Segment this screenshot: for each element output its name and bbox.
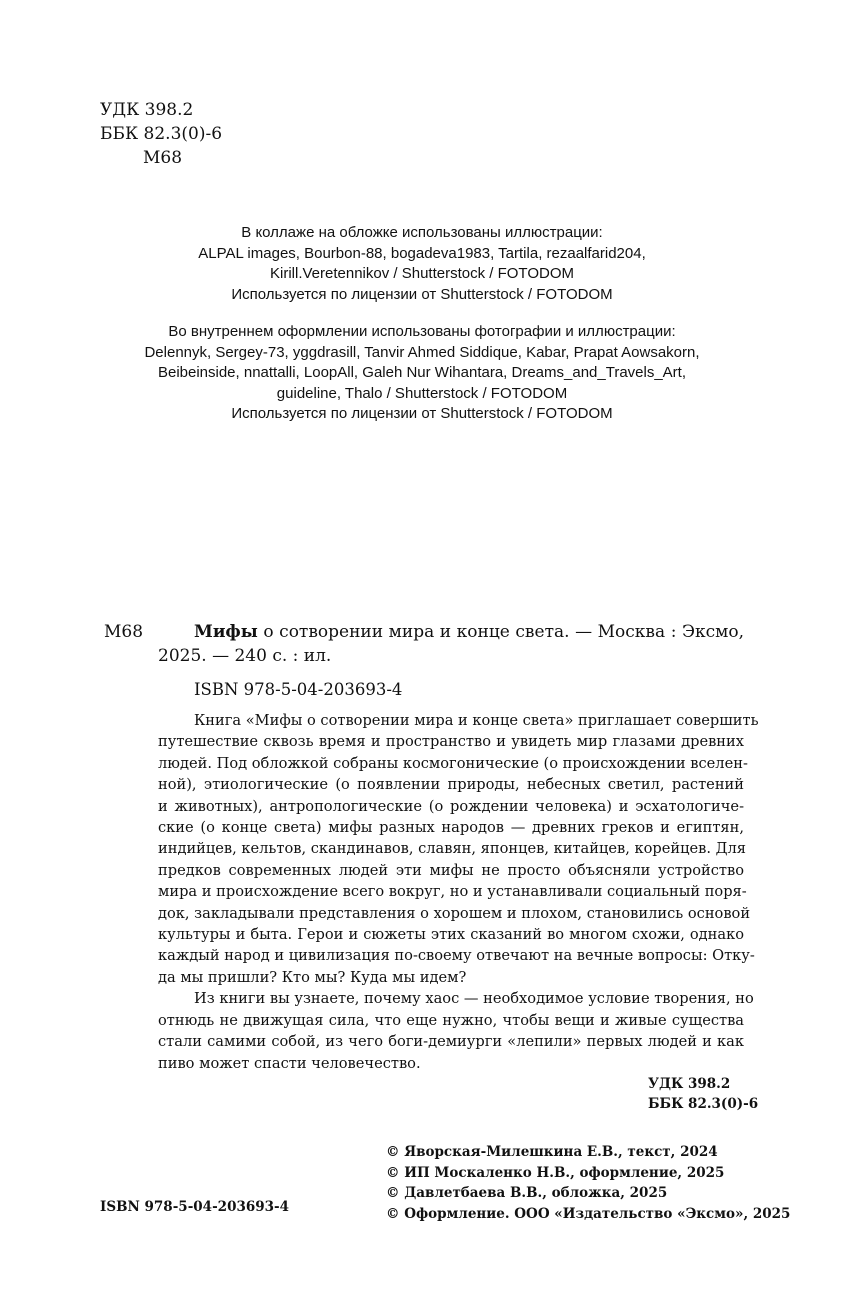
annotation-line: путешествие сквозь время и пространство и увидеть мир глазами древних: [158, 733, 744, 751]
book-title: Мифы: [194, 622, 258, 642]
credit-line: Beibeinside, nnattalli, LoopAll, Galeh Nur Wihantara, Dreams_and_Travels_Art,: [157, 364, 687, 381]
annotation-line: Книга «Мифы о сотворении мира и конце света» приглашает совершить: [194, 712, 759, 729]
isbn-bottom: ISBN 978-5-04-203693-4: [100, 1199, 290, 1215]
credit-line: Delennyk, Sergey-73, yggdrasill, Tanvir Ahmed Siddique, Kabar, Prapat Aowsakorn,: [144, 343, 700, 361]
annotation-line: индийцев, кельтов, скандинавов, славян, японцев, китайцев, корейцев. Для: [158, 840, 746, 858]
bibliographic-code: М68: [104, 622, 144, 642]
annotation-line: Из книги вы узнаете, почему хаос — необходимое условие творения, но: [194, 990, 754, 1008]
annotation-line: отнюдь не движущая сила, что еще нужно, чтобы вещи и живые существа: [158, 1011, 744, 1029]
annotation-line: ной), этиологические (о появлении природы, небесных светил, растений: [158, 776, 744, 794]
udk-code: УДК 398.2: [100, 100, 194, 120]
copyright-line: © ИП Москаленко Н.В., оформление, 2025: [386, 1164, 725, 1181]
copyright-line: © Давлетбаева В.В., обложка, 2025: [386, 1185, 668, 1201]
bibliographic-record: [158, 620, 744, 668]
annotation-line: людей. Под обложкой собраны космогонические (о происхождении вселен-: [158, 754, 748, 772]
credit-line: guideline, Thalo / Shutterstock / FOTODOM: [276, 384, 568, 402]
credit-line: Используется по лицензии от Shutterstock / FOTODOM: [231, 285, 613, 303]
classification-block: [100, 98, 222, 170]
annotation-line: и животных), антропологические (о рождении человека) и эсхатологиче-: [158, 797, 744, 815]
index-block: [648, 1074, 758, 1114]
annotation-line: культуры и быта. Герои и сюжеты этих сказаний во многом схожи, однако: [158, 926, 744, 944]
annotation-line: да мы пришли? Кто мы? Куда мы идем?: [158, 968, 467, 986]
bibliographic-details: о сотворении мира и конце света. — Москва : Эксмо, 2025. — 240 с. : ил.: [158, 622, 744, 666]
credit-line: ALPAL images, Bourbon-88, bogadeva1983, Tartila, rezaalfarid204,: [198, 244, 646, 262]
credit-line: Используется по лицензии от Shutterstock / FOTODOM: [231, 405, 613, 422]
copyright-block: [386, 1142, 790, 1224]
annotation: [158, 710, 759, 1074]
credit-line: В коллаже на обложке использованы иллюстрации:: [241, 224, 603, 241]
cover-credits: [90, 223, 754, 305]
credit-line: Kirill.Veretennikov / Shutterstock / FOTODOM: [270, 265, 574, 282]
annotation-line: мира и происхождение всего вокруг, но и устанавливали социальный поря-: [158, 883, 747, 901]
annotation-line: стали самими собой, из чего боги-демиурги «лепили» первых людей и как: [158, 1033, 744, 1051]
annotation-line: предков современных людей эти мифы не просто объясняли устройство: [158, 861, 744, 879]
interior-credits: [90, 322, 754, 425]
copyright-line: © Оформление. ООО «Издательство «Эксмо», 2025: [386, 1205, 791, 1222]
annotation-line: каждый народ и цивилизация по-своему отвечают на вечные вопросы: Отку-: [158, 947, 755, 965]
bbk-code: ББК 82.3(0)-6: [648, 1096, 759, 1112]
copyright-line: © Яворская-Милешкина Е.В., текст, 2024: [386, 1144, 718, 1160]
annotation-line: ские (о конце света) мифы разных народов — древних греков и египтян,: [158, 819, 744, 837]
credit-line: Во внутреннем оформлении использованы фотографии и иллюстрации:: [168, 323, 676, 340]
annotation-line: док, закладывали представления о хорошем и плохом, становились основой: [158, 904, 751, 922]
udk-code: УДК 398.2: [648, 1076, 731, 1092]
author-mark: М68: [143, 148, 183, 168]
annotation-line: пиво может спасти человечество.: [158, 1054, 421, 1072]
isbn: ISBN 978-5-04-203693-4: [194, 680, 403, 699]
bbk-code: ББК 82.3(0)-6: [100, 124, 223, 144]
